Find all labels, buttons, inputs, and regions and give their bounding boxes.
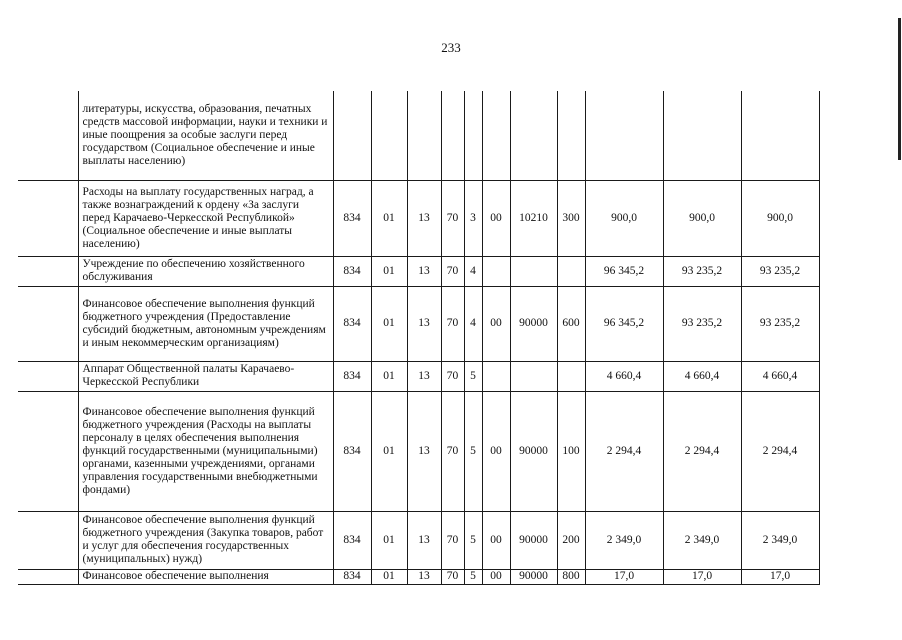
cell-vr: 600	[557, 286, 585, 361]
cell-subsection: 13	[407, 286, 441, 361]
cell-section: 01	[371, 391, 407, 511]
cell-subsection: 13	[407, 511, 441, 569]
blank-cell	[18, 361, 78, 391]
cell-amount-2: 2 349,0	[663, 511, 741, 569]
table-row	[18, 91, 819, 180]
cell-main-event	[482, 361, 510, 391]
cell-vr	[557, 256, 585, 286]
scan-edge-mark	[898, 18, 901, 160]
table-row	[18, 286, 819, 361]
cell-amount-3: 2 349,0	[741, 511, 819, 569]
cell-subsection: 13	[407, 256, 441, 286]
table-row	[18, 180, 819, 256]
cell-subprogram: 5	[464, 569, 482, 584]
cell-grbs: 834	[333, 180, 371, 256]
cell-amount-1: 4 660,4	[585, 361, 663, 391]
cell-amount-1: 2 349,0	[585, 511, 663, 569]
cell-program: 70	[441, 256, 464, 286]
cell-amount-3: 17,0	[741, 569, 819, 584]
cell-amount-3	[741, 91, 819, 180]
cell-program: 70	[441, 361, 464, 391]
cell-amount-1: 900,0	[585, 180, 663, 256]
cell-main-event: 00	[482, 569, 510, 584]
cell-subprogram	[464, 91, 482, 180]
cell-main-event: 00	[482, 180, 510, 256]
cell-grbs	[333, 91, 371, 180]
cell-program: 70	[441, 569, 464, 584]
cell-program: 70	[441, 511, 464, 569]
cell-subprogram: 4	[464, 286, 482, 361]
cell-subprogram: 5	[464, 361, 482, 391]
cell-section: 01	[371, 286, 407, 361]
table-row	[18, 391, 819, 511]
cell-section: 01	[371, 180, 407, 256]
cell-section: 01	[371, 361, 407, 391]
cell-subsection: 13	[407, 361, 441, 391]
cell-main-event	[482, 256, 510, 286]
cell-amount-3: 93 235,2	[741, 286, 819, 361]
cell-program	[441, 91, 464, 180]
table-row	[18, 256, 819, 286]
cell-section	[371, 91, 407, 180]
blank-cell	[18, 91, 78, 180]
cell-amount-3: 2 294,4	[741, 391, 819, 511]
cell-amount-3: 900,0	[741, 180, 819, 256]
row-description: Учреждение по обеспечению хозяйственного обслуживания	[78, 256, 333, 286]
cell-section: 01	[371, 511, 407, 569]
table-row	[18, 361, 819, 391]
cell-direction	[510, 256, 557, 286]
cell-subprogram: 5	[464, 391, 482, 511]
cell-grbs: 834	[333, 361, 371, 391]
cell-amount-2: 93 235,2	[663, 286, 741, 361]
cell-program: 70	[441, 286, 464, 361]
cell-vr: 800	[557, 569, 585, 584]
blank-cell	[18, 511, 78, 569]
row-description: Расходы на выплату государственных наград, а также вознаграждений к ордену «За заслуги перед Карачаево-Черкесской Республикой» (Социальное обеспечение и иные выплаты населению)	[78, 180, 333, 256]
cell-grbs: 834	[333, 569, 371, 584]
blank-cell	[18, 256, 78, 286]
cell-subsection: 13	[407, 391, 441, 511]
cell-subsection	[407, 91, 441, 180]
cell-vr	[557, 361, 585, 391]
table-row	[18, 511, 819, 569]
cell-amount-1: 2 294,4	[585, 391, 663, 511]
blank-cell	[18, 286, 78, 361]
row-description: Финансовое обеспечение выполнения функций бюджетного учреждения (Расходы на выплаты персоналу в целях обеспечения выполнения функций государственными (муниципальными) органами, казенными учреждениями, органами управления государственными внебюджетными фондами)	[78, 391, 333, 511]
cell-grbs: 834	[333, 256, 371, 286]
cell-vr	[557, 91, 585, 180]
cell-section: 01	[371, 569, 407, 584]
cell-amount-1: 17,0	[585, 569, 663, 584]
cell-vr: 200	[557, 511, 585, 569]
cell-grbs: 834	[333, 391, 371, 511]
row-description: Финансовое обеспечение выполнения	[78, 569, 333, 584]
cell-subsection: 13	[407, 569, 441, 584]
cell-direction: 90000	[510, 286, 557, 361]
cell-main-event: 00	[482, 391, 510, 511]
cell-subprogram: 5	[464, 511, 482, 569]
cell-section: 01	[371, 256, 407, 286]
budget-table	[18, 91, 820, 585]
cell-vr: 300	[557, 180, 585, 256]
blank-cell	[18, 391, 78, 511]
cell-direction: 90000	[510, 569, 557, 584]
cell-program: 70	[441, 180, 464, 256]
row-description: Финансовое обеспечение выполнения функций бюджетного учреждения (Предоставление субсидий бюджетным, автономным учреждениям и иным некоммерческим организациям)	[78, 286, 333, 361]
row-description: Аппарат Общественной палаты Карачаево-Черкесской Республики	[78, 361, 333, 391]
cell-amount-3: 4 660,4	[741, 361, 819, 391]
cell-subprogram: 4	[464, 256, 482, 286]
cell-main-event: 00	[482, 286, 510, 361]
cell-grbs: 834	[333, 286, 371, 361]
cell-amount-1: 96 345,2	[585, 256, 663, 286]
blank-cell	[18, 180, 78, 256]
cell-amount-2	[663, 91, 741, 180]
cell-direction: 90000	[510, 391, 557, 511]
cell-direction: 90000	[510, 511, 557, 569]
row-description: литературы, искусства, образования, печатных средств массовой информации, науки и техники и иные поощрения за особые заслуги перед государством (Социальное обеспечение и иные выплаты населению)	[78, 91, 333, 180]
cell-direction	[510, 361, 557, 391]
cell-direction	[510, 91, 557, 180]
cell-main-event	[482, 91, 510, 180]
cell-amount-2: 17,0	[663, 569, 741, 584]
cell-grbs: 834	[333, 511, 371, 569]
table-row	[18, 569, 819, 584]
cell-vr: 100	[557, 391, 585, 511]
cell-subprogram: 3	[464, 180, 482, 256]
cell-amount-1	[585, 91, 663, 180]
cell-main-event: 00	[482, 511, 510, 569]
cell-direction: 10210	[510, 180, 557, 256]
cell-amount-1: 96 345,2	[585, 286, 663, 361]
cell-amount-2: 4 660,4	[663, 361, 741, 391]
page-number: 233	[441, 40, 461, 55]
cell-amount-2: 2 294,4	[663, 391, 741, 511]
row-description: Финансовое обеспечение выполнения функций бюджетного учреждения (Закупка товаров, работ и услуг для обеспечения государственных (муниципальных) нужд)	[78, 511, 333, 569]
cell-amount-2: 93 235,2	[663, 256, 741, 286]
cell-program: 70	[441, 391, 464, 511]
cell-amount-3: 93 235,2	[741, 256, 819, 286]
cell-subsection: 13	[407, 180, 441, 256]
blank-cell	[18, 569, 78, 584]
cell-amount-2: 900,0	[663, 180, 741, 256]
